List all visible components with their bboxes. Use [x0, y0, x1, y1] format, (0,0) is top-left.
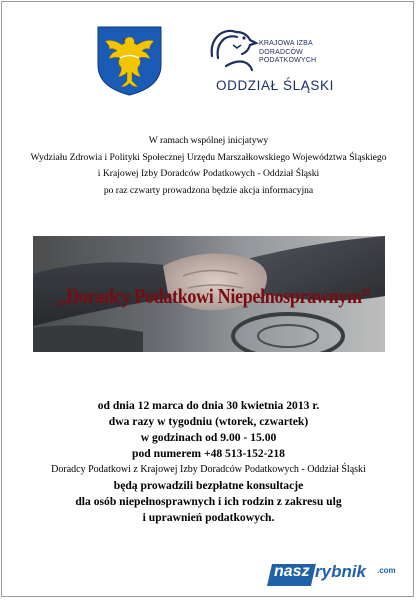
kidp-name-line: DORADCÓW — [259, 48, 303, 56]
kidp-name-line: KRAJOWA IZBA — [259, 40, 313, 47]
kidp-name-line: PODATKOWYCH — [259, 57, 317, 64]
kidp-logo — [206, 26, 371, 96]
silesian-eagle-icon — [96, 25, 163, 97]
intro-line: i Krajowej Izby Doradców Podatkowych - Oddział Śląski — [97, 168, 320, 179]
detail-line: będą prowadzili bezpłatne konsultacje — [113, 479, 304, 492]
intro-line: Wydziału Zdrowia i Polityki Społecznej Urzędu Marszałkowskiego Województwa Śląskiego — [30, 151, 387, 163]
watermark-rybnik: rybnik — [315, 562, 367, 581]
watermark-nasz: nasz — [274, 563, 310, 580]
banner-title: „Doradcy Podatkowi Niepełnosprawnym” — [57, 284, 371, 308]
kidp-branch-name: ODDZIAŁ ŚLĄSKI — [216, 78, 334, 93]
kidp-name — [259, 40, 369, 66]
detail-line: i uprawnień podatkowych. — [142, 511, 275, 524]
detail-line: Doradcy Podatkowi z Krajowej Izby Doradców Podatkowych - Oddział Śląski — [51, 464, 366, 475]
naszrybnik-watermark — [266, 563, 415, 587]
intro-line: po raz czwarty prowadzona będzie akcja informacyjna — [103, 184, 314, 196]
phone-number: pod numerem +48 513-152-218 — [132, 447, 285, 460]
detail-line: w godzinach od 9.00 - 15.00 — [140, 431, 277, 444]
intro-line: W ramach wspólnej inicjatywy — [148, 135, 269, 146]
handshake-banner — [33, 236, 385, 352]
intro-text — [10, 133, 407, 199]
detail-line: dwa razy w tygodniu (wtorek, czwartek) — [108, 415, 309, 428]
detail-line: dla osób niepełnosprawnych i ich rodzin z zakresu ulg — [75, 495, 342, 508]
watermark-domain: .com — [377, 566, 396, 575]
detail-line: od dnia 12 marca do dnia 30 kwietnia 2013 r. — [97, 399, 320, 412]
kidp-eagle-icon — [206, 26, 260, 72]
event-details — [10, 398, 407, 526]
